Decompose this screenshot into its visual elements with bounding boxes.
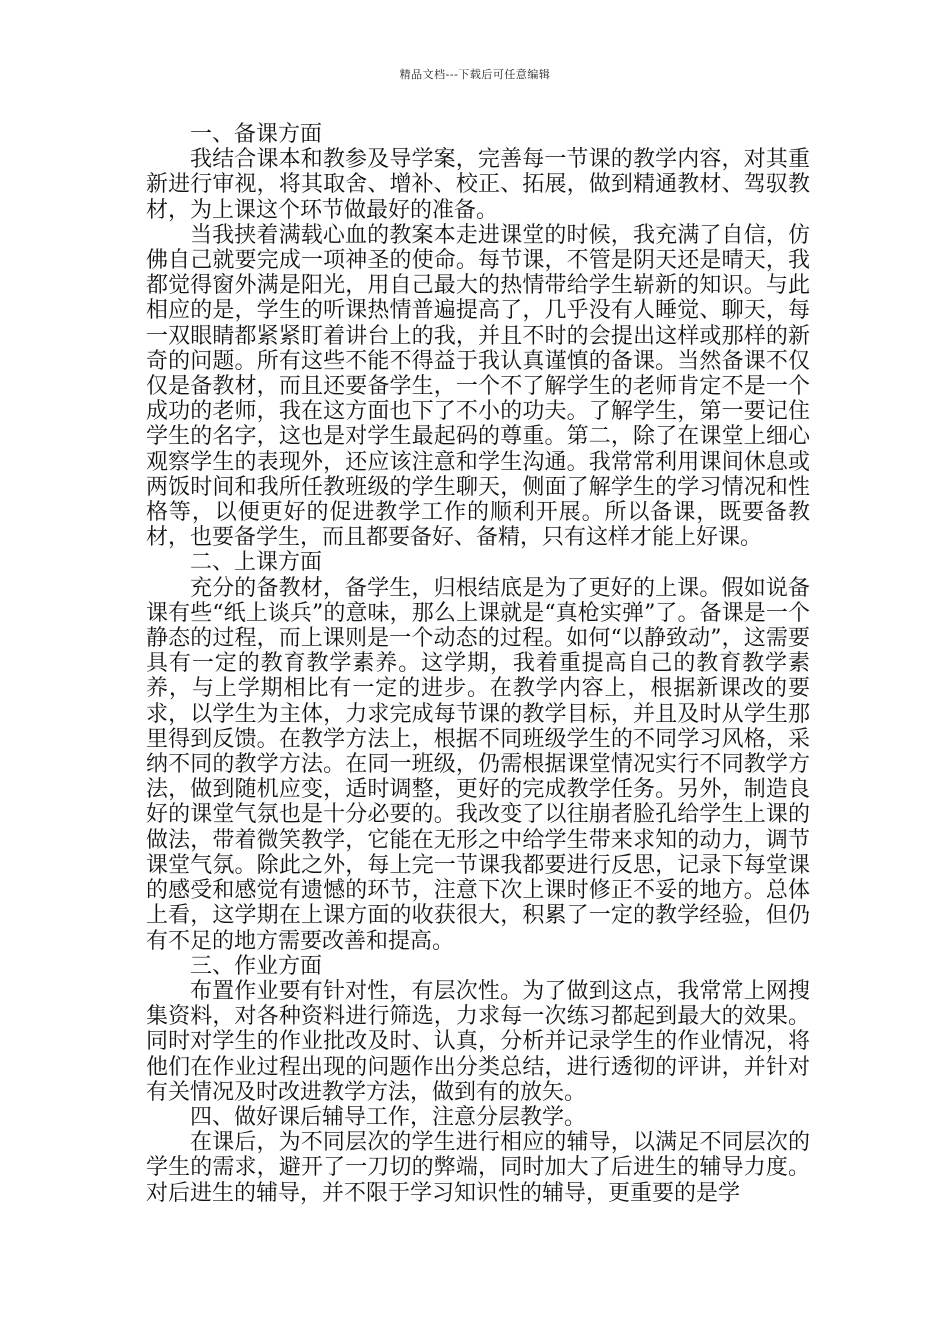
- paragraph: 当我挟着满载心血的教案本走进课堂的时候，我充满了自信，仿佛自己就要完成一项神圣的使命。每节课，不管是阴天还是晴天，我都觉得窗外满是阳光，用自己最大的热情带给学生崭新的知识。与此相应的是，学生的听课热情普遍提高了，几乎没有人睡觉、聊天，每一双眼睛都紧紧盯着讲台上的我，并且不时的会提出这样或那样的新奇的问题。所有这些不能不得益于我认真谨慎的备课。当然备课不仅仅是备教材，而且还要备学生，一个不了解学生的老师肯定不是一个成功的老师，我在这方面也下了不小的功夫。了解学生，第一要记住学生的名字，这也是对学生最起码的尊重。第二，除了在课堂上细心观察学生的表现外，还应该注意和学生沟通。我常常利用课间休息或两饭时间和我所任教班级的学生聊天，侧面了解学生的学习情况和性格等，以便更好的促进教学工作的顺利开展。所以备课，既要备教材，也要备学生，而且都要备好、备精，只有这样才能上好课。: [146, 222, 810, 551]
- paragraph: 我结合课本和教参及导学案，完善每一节课的教学内容，对其重新进行审视，将其取舍、增补、校正、拓展，做到精通教材、驾驭教材，为上课这个环节做最好的准备。: [146, 147, 810, 223]
- section-heading-lesson-prep: 一、备课方面: [190, 122, 323, 147]
- section-heading-homework: 三、作业方面: [190, 953, 323, 979]
- document-body: [146, 122, 810, 1206]
- paragraph: 布置作业要有针对性，有层次性。为了做到这点，我常常上网搜集资料，对各种资料进行筛选，力求每一次练习都起到最大的效果。同时对学生的作业批改及时、认真，分析并记录学生的作业情况，将他们在作业过程出现的问题作出分类总结，进行透彻的评讲，并针对有关情况及时改进教学方法，做到有的放矢。: [146, 978, 810, 1105]
- section-heading-tutoring: 四、做好课后辅导工作，注意分层教学。: [190, 1104, 587, 1130]
- running-header: 精品文档---下载后可任意编辑: [399, 68, 551, 81]
- section-heading-teaching: 二、上课方面: [190, 550, 323, 576]
- paragraph: 在课后，为不同层次的学生进行相应的辅导，以满足不同层次的学生的需求，避开了一刀切的弊端，同时加大了后进生的辅导力度。对后进生的辅导，并不限于学习知识性的辅导，更重要的是学: [146, 1130, 810, 1206]
- paragraph: 充分的备教材，备学生，归根结底是为了更好的上课。假如说备课有些“纸上谈兵”的意味，那么上课就是“真枪实弹”了。备课是一个静态的过程，而上课则是一个动态的过程。如何“以静致动”，这需要具有一定的教育教学素养。这学期，我着重提高自己的教育教学素养，与上学期相比有一定的进步。在教学内容上，根据新课改的要求，以学生为主体，力求完成每节课的教学目标，并且及时从学生那里得到反馈。在教学方法上，根据不同班级学生的不同学习风格，采纳不同的教学方法。在同一班级，仍需根据课堂情况实行不同教学方法，做到随机应变，适时调整，更好的完成教学任务。另外，制造良好的课堂气氛也是十分必要的。我改变了以往崩者脸孔给学生上课的做法，带着微笑教学，它能在无形之中给学生带来求知的动力，调节课堂气氛。除此之外，每上完一节课我都要进行反思，记录下每堂课的感受和感觉有遗憾的环节，注意下次上课时修正不妥的地方。总体上看，这学期在上课方面的收获很大，积累了一定的教学经验，但仍有不足的地方需要改善和提高。: [146, 575, 810, 954]
